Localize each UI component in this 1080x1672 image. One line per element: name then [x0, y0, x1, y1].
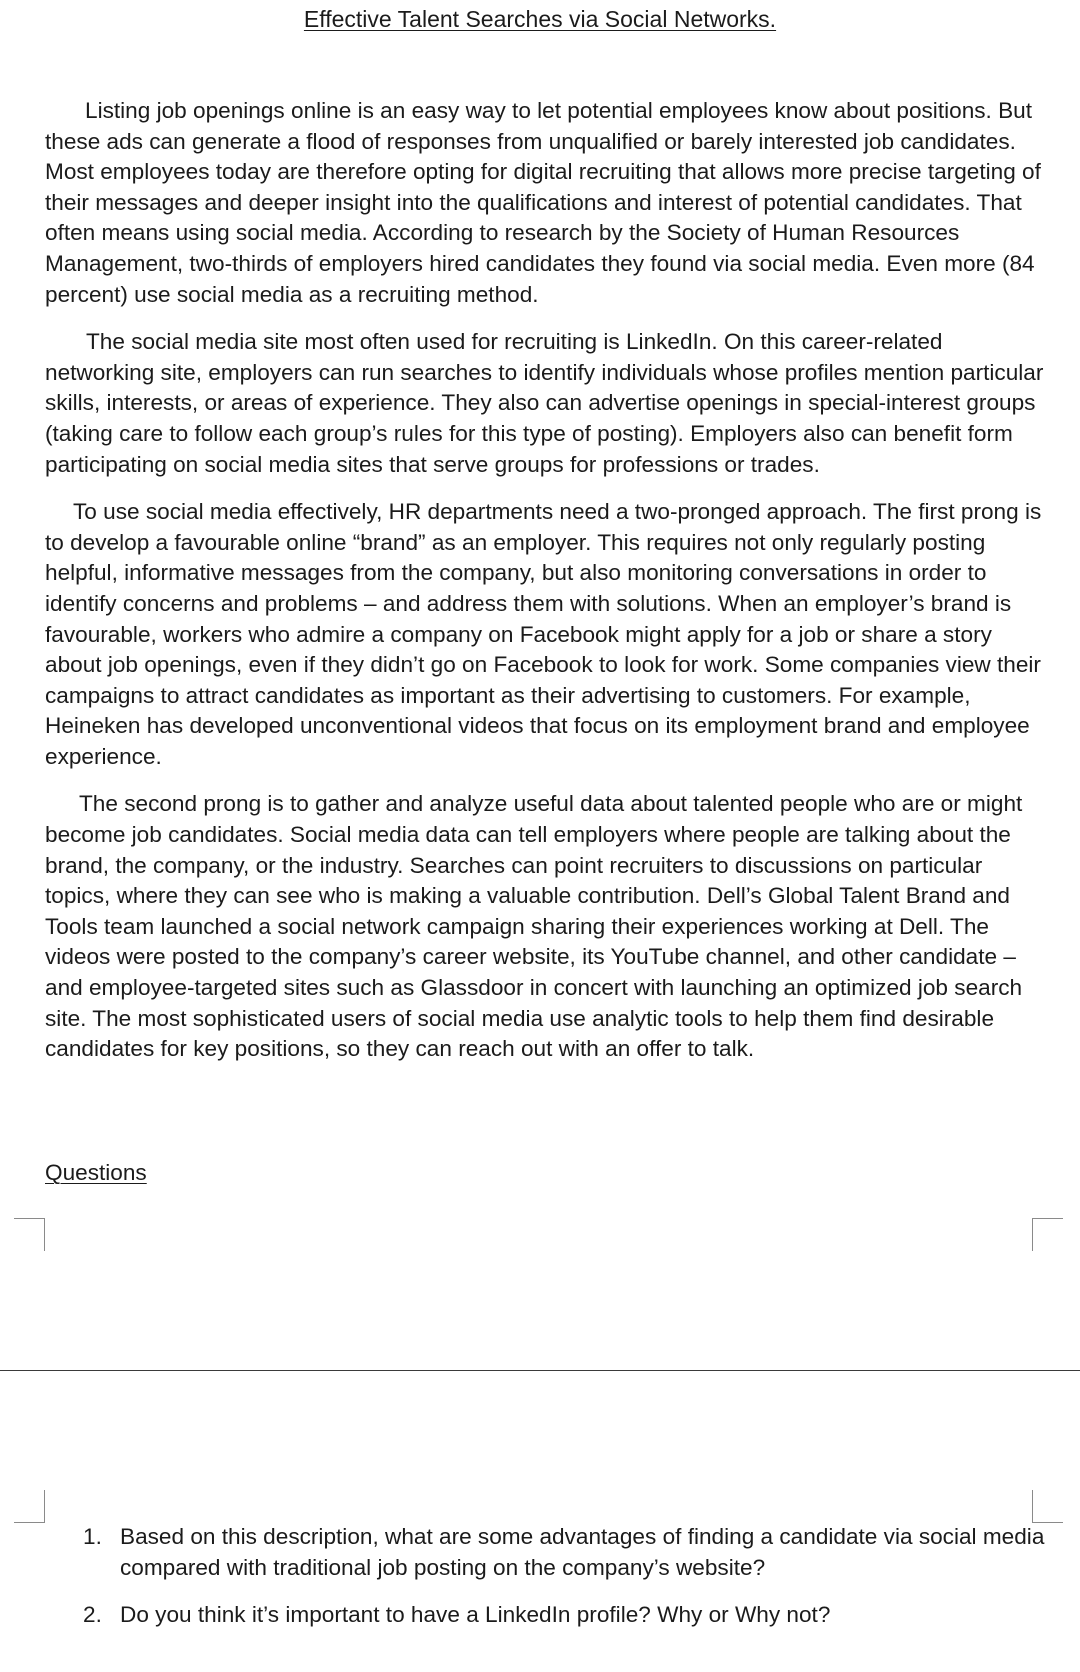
questions-heading: Questions	[45, 1160, 147, 1185]
page-break-divider	[0, 1370, 1080, 1371]
question-text: Do you think it’s important to have a LinkedIn profile? Why or Why not?	[120, 1602, 831, 1628]
question-number: 2.	[83, 1602, 102, 1628]
list-item	[45, 1522, 1045, 1583]
paragraph-first-prong: To use social media effectively, HR departments need a two-pronged approach. The first prong is to develop a favourable online “brand” as an employer. This requires not only regularly posting helpful, informative messages from the company, but also monitoring conversations in order to identify concerns and problems – and address them with solutions. When an employer’s brand is favourable, workers who admire a company on Facebook might apply for a job or share a story about job openings, even if they didn’t go on Facebook to look for work. Some companies view their campaigns to attract candidates as important as their advertising to customers. For example, Heineken has developed unconventional videos that focus on its employment brand and employee experience.	[45, 499, 1042, 769]
questions-list	[45, 1522, 1045, 1648]
question-text: Based on this description, what are some advantages of finding a candidate via social media compared with traditional job posting on the company’s website?	[120, 1524, 1045, 1580]
paragraph-intro: Listing job openings online is an easy way to let potential employees know about positions. But these ads can generate a flood of responses from unqualified or barely interested job candidates. Most employees today are therefore opting for digital recruiting that allows more precise targeting of their messages and deeper insight into the qualifications and interest of potential candidates. That often means using social media. According to research by the Society of Human Resources Management, two-thirds of employers hired candidates they found via social media. Even more (84 percent) use social media as a recruiting method.	[45, 98, 1041, 307]
question-number: 1.	[83, 1524, 102, 1549]
paragraph-linkedin: The social media site most often used for recruiting is LinkedIn. On this career-related networking site, employers can run searches to identify individuals whose profiles mention particular skills, interests, or areas of experience. They also can advertise openings in special-interest groups (taking care to follow each group’s rules for this type of posting). Employers also can benefit form participating on social media sites that serve groups for professions or trades.	[45, 329, 1044, 477]
document-title: Effective Talent Searches via Social Networks.	[303, 6, 777, 32]
page-corner-mark-bottom-left	[14, 1490, 45, 1523]
page-corner-mark-bottom-right	[1032, 1490, 1063, 1523]
list-item	[45, 1600, 1045, 1631]
page-corner-mark-top-left	[14, 1218, 45, 1251]
page-corner-mark-top-right	[1032, 1218, 1063, 1251]
paragraph-second-prong: The second prong is to gather and analyze useful data about talented people who are or might become job candidates. Social media data can tell employers where people are talking about the brand, the company, or the industry. Searches can point recruiters to discussions on particular topics, where they can see who is making a valuable contribution. Dell’s Global Talent Brand and Tools team launched a social network campaign sharing their experiences working at Dell. The videos were posted to the company’s career website, its YouTube channel, and other candidate – and employee-targeted sites such as Glassdoor in concert with launching an optimized job search site. The most sophisticated users of social media use analytic tools to help them find desirable candidates for key positions, so they can reach out with an offer to talk.	[45, 791, 1023, 1062]
document-body	[45, 96, 1045, 1082]
